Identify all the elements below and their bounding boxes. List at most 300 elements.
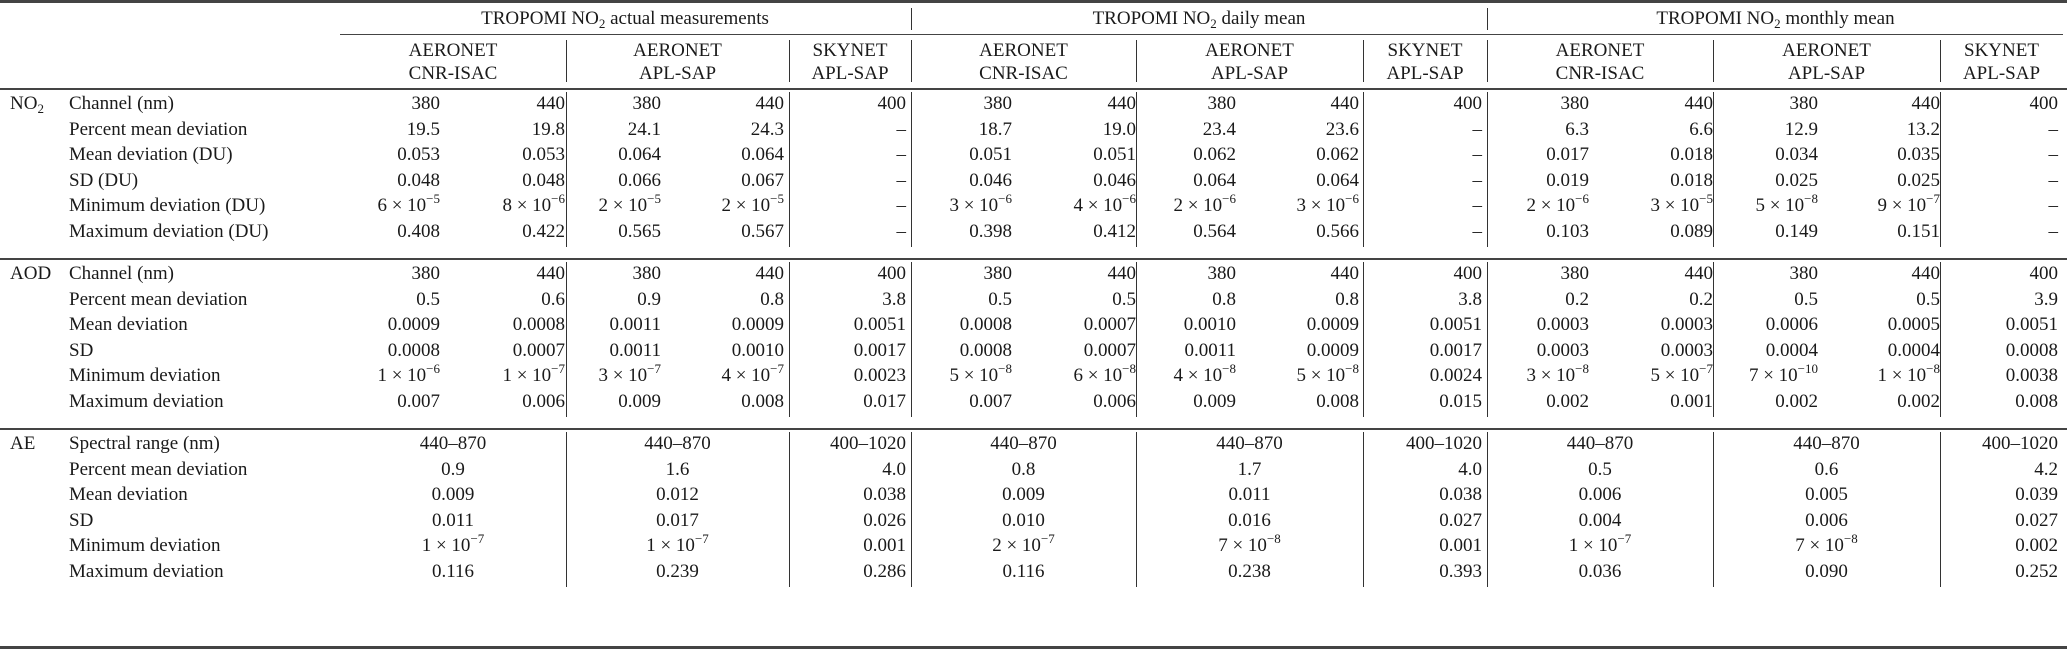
table-cell: 0.0004	[1765, 339, 1818, 361]
table-cell: 0.398	[969, 220, 1012, 242]
table-cell: 1.6	[665, 458, 690, 480]
table-cell: 440–870	[644, 433, 711, 454]
rule-line	[0, 258, 2067, 260]
column-separator	[1363, 92, 1364, 247]
table-cell: 0.018	[1670, 144, 1713, 165]
table-cell: 0.051	[1093, 144, 1136, 165]
column-separator	[566, 432, 567, 587]
table-cell: 0.089	[1670, 220, 1713, 242]
table-cell: 3.9	[2034, 288, 2058, 310]
table-cell: 0.393	[1439, 560, 1482, 582]
table-cell: 380	[983, 93, 1012, 114]
table-cell: $5 \times 10^{-8}$	[1296, 361, 1359, 386]
table-cell: 0.025	[1897, 169, 1940, 191]
rule-line	[0, 646, 2067, 649]
table-cell: 380	[1560, 263, 1589, 284]
column-separator	[911, 92, 912, 247]
table-cell: 0.0003	[1536, 314, 1589, 335]
rule-line	[0, 428, 2067, 430]
row-label: SD (DU)	[69, 169, 139, 191]
column-separator	[1940, 262, 1941, 417]
table-cell: 380	[1789, 263, 1818, 284]
table-cell: 1.7	[1237, 458, 1262, 480]
table-cell: 12.9	[1784, 118, 1818, 140]
table-cell: 0.064	[1193, 169, 1236, 191]
row-label: Percent mean deviation	[69, 458, 248, 480]
table-cell: 440–870	[1566, 433, 1634, 454]
table-cell: –	[896, 169, 906, 191]
table-cell: 380	[1207, 93, 1236, 114]
sub-header-network: AERONET	[408, 40, 498, 61]
table-cell: 0.0008	[959, 339, 1012, 361]
table-cell: 0.9	[441, 458, 465, 480]
table-cell: –	[1472, 144, 1482, 165]
table-cell: 0.0051	[2005, 314, 2058, 335]
table-cell: 0.565	[618, 220, 661, 242]
table-cell: 0.8	[760, 288, 784, 310]
row-label: Minimum deviation	[69, 535, 221, 556]
table-cell: 400–1020	[1406, 433, 1482, 454]
table-cell: 0.151	[1897, 220, 1940, 242]
table-cell: 0.046	[1093, 169, 1136, 191]
table-cell: 0.026	[863, 509, 906, 531]
table-cell: 19.5	[406, 118, 440, 140]
column-separator	[1363, 262, 1364, 417]
table-cell: $1 \times 10^{-7}$	[646, 531, 709, 556]
table-cell: 0.025	[1775, 169, 1818, 191]
table-cell: 440	[1330, 263, 1359, 284]
column-separator	[789, 92, 790, 247]
table-cell: 0.0007	[1083, 314, 1136, 335]
table-cell: 0.5	[416, 288, 440, 310]
table-cell: 0.027	[2015, 509, 2058, 531]
column-separator	[1940, 92, 1941, 247]
table-cell: 380	[1207, 263, 1236, 284]
row-label: Maximum deviation	[69, 560, 224, 582]
table-cell: 0.034	[1775, 144, 1818, 165]
table-cell: 0.009	[618, 390, 661, 412]
table-cell: 440	[536, 263, 565, 284]
row-label: SD	[69, 509, 94, 531]
group-header-actual: TROPOMI $NO_2$ actual measurements	[481, 8, 769, 31]
column-separator	[789, 262, 790, 417]
table-cell: 0.001	[863, 535, 906, 556]
table-cell: 0.564	[1193, 220, 1236, 242]
table-cell: $1 \times 10^{-6}$	[377, 361, 440, 386]
table-cell: 0.0003	[1660, 314, 1713, 335]
table-cell: 440–870	[1216, 433, 1283, 454]
table-cell: 0.5	[1112, 288, 1136, 310]
table-cell: 4.0	[1458, 458, 1482, 480]
table-cell: 0.064	[741, 144, 784, 165]
table-cell: –	[896, 144, 906, 165]
table-cell: 0.002	[1775, 390, 1818, 412]
sub-header-site: APL-SAP	[1386, 63, 1464, 84]
column-separator	[1136, 432, 1137, 587]
table-cell: 0.002	[1897, 390, 1940, 412]
table-cell: 24.1	[627, 118, 661, 140]
table-cell: 0.008	[741, 390, 784, 412]
sub-header-site: APL-SAP	[811, 63, 889, 84]
column-separator	[1363, 432, 1364, 587]
column-separator	[1713, 92, 1714, 247]
table-cell: $2 \times 10^{-5}$	[598, 191, 661, 216]
table-cell: 0.0051	[853, 314, 906, 335]
row-label: Channel (nm)	[69, 263, 175, 284]
table-cell: 0.017	[656, 509, 699, 531]
sub-header-network: AERONET	[979, 40, 1068, 61]
table-cell: –	[2048, 220, 2058, 242]
table-cell: 0.0008	[959, 314, 1012, 335]
table-cell: 0.064	[618, 144, 661, 165]
table-cell: 3.8	[882, 288, 906, 310]
table-cell: 0.286	[863, 560, 906, 582]
table-cell: $6 \times 10^{-5}$	[377, 191, 440, 216]
table-cell: 440	[536, 93, 565, 114]
table-cell: 0.0006	[1765, 314, 1818, 335]
column-separator	[1487, 262, 1488, 417]
column-separator	[1940, 432, 1941, 587]
column-separator	[1136, 262, 1137, 417]
table-cell: 440	[755, 93, 784, 114]
sub-header-network: AERONET	[1555, 40, 1645, 61]
sub-header-network: AERONET	[1782, 40, 1871, 61]
table-cell: 440	[1330, 93, 1359, 114]
table-cell: 0.6	[541, 288, 565, 310]
table-cell: 0.0003	[1536, 339, 1589, 361]
table-cell: 0.002	[1546, 390, 1589, 412]
table-cell: 0.062	[1316, 144, 1359, 165]
table-cell: 440–870	[990, 433, 1057, 454]
table-cell: 0.6	[1814, 458, 1839, 480]
table-cell: 0.116	[431, 560, 475, 582]
table-cell: 380	[1560, 93, 1589, 114]
table-cell: $1 \times 10^{-7}$	[1568, 531, 1632, 556]
table-cell: 380	[983, 263, 1012, 284]
table-cell: 0.0011	[609, 314, 661, 335]
table-cell: $4 \times 10^{-6}$	[1073, 191, 1136, 216]
table-cell: 400–1020	[830, 433, 906, 454]
table-cell: 0.002	[2015, 535, 2058, 556]
table-cell: 0.009	[1002, 484, 1045, 505]
table-cell: –	[896, 220, 906, 242]
row-label: Minimum deviation (DU)	[69, 195, 266, 216]
table-cell: 0.007	[969, 390, 1012, 412]
table-cell: –	[1472, 169, 1482, 191]
table-cell: 0.412	[1093, 220, 1136, 242]
sub-header-network: AERONET	[1205, 40, 1294, 61]
table-cell: –	[2048, 144, 2058, 165]
table-cell: 0.116	[1002, 560, 1045, 582]
table-cell: 0.019	[1546, 169, 1589, 191]
table-cell: 440–870	[1793, 433, 1860, 454]
table-cell: 0.0003	[1660, 339, 1713, 361]
table-cell: $3 \times 10^{-5}$	[1650, 191, 1713, 216]
table-cell: 0.0004	[1887, 339, 1940, 361]
table-cell: 0.238	[1228, 560, 1271, 582]
section-label: $NO_2$	[10, 93, 44, 116]
table-cell: $4 \times 10^{-8}$	[1173, 361, 1236, 386]
table-cell: $3 \times 10^{-6}$	[1296, 191, 1359, 216]
row-label: Mean deviation (DU)	[69, 144, 233, 165]
column-separator	[1713, 432, 1714, 587]
table-cell: $5 \times 10^{-8}$	[949, 361, 1012, 386]
table-cell: 400	[2029, 93, 2058, 114]
table-cell: 0.009	[1193, 390, 1236, 412]
table-cell: 24.3	[750, 118, 784, 140]
table-cell: –	[896, 195, 906, 216]
table-cell: 0.408	[397, 220, 440, 242]
table-cell: 0.0051	[1429, 314, 1482, 335]
table-cell: 0.8	[1212, 288, 1236, 310]
table-cell: 440	[1911, 93, 1940, 114]
table-cell: $4 \times 10^{-7}$	[721, 361, 784, 386]
sub-header-network: AERONET	[633, 40, 722, 61]
column-separator	[1487, 92, 1488, 247]
table-cell: $1 \times 10^{-7}$	[502, 361, 565, 386]
sub-header-site: APL-SAP	[1787, 63, 1866, 84]
table-cell: 0.008	[2015, 390, 2058, 412]
row-label: Channel (nm)	[69, 93, 175, 114]
table-cell: 0.422	[522, 220, 565, 242]
table-cell: 440	[1911, 263, 1940, 284]
table-cell: 0.0005	[1887, 314, 1940, 335]
table-cell: $7 \times 10^{-8}$	[1218, 531, 1281, 556]
sub-header-site: CNR-ISAC	[408, 63, 498, 84]
table-cell: 3.8	[1458, 288, 1482, 310]
table-cell: 0.0008	[387, 339, 440, 361]
table-cell: –	[1472, 220, 1482, 242]
table-cell: $5 \times 10^{-8}$	[1755, 191, 1818, 216]
table-cell: 0.0024	[1429, 365, 1482, 386]
table-cell: 0.048	[397, 169, 440, 191]
table-cell: 400	[1453, 263, 1482, 284]
table-cell: 0.067	[741, 169, 784, 191]
table-cell: $7 \times 10^{-10}$	[1748, 361, 1818, 386]
row-label: Minimum deviation	[69, 365, 221, 386]
sub-header-site: APL-SAP	[1210, 63, 1289, 84]
table-cell: 0.046	[969, 169, 1012, 191]
column-separator	[1136, 92, 1137, 247]
table-cell: 0.0023	[853, 365, 906, 386]
table-cell: 0.567	[741, 220, 784, 242]
table-cell: 400	[2029, 263, 2058, 284]
table-cell: 0.0008	[512, 314, 565, 335]
sub-header-site: CNR-ISAC	[1555, 63, 1645, 84]
table-cell: 0.0011	[1184, 339, 1236, 361]
table-cell: $1 \times 10^{-7}$	[421, 531, 485, 556]
table-cell: 0.007	[397, 390, 440, 412]
table-cell: 0.0010	[1183, 314, 1236, 335]
table-cell: 0.062	[1193, 144, 1236, 165]
table-cell: 0.048	[522, 169, 565, 191]
table-cell: 0.5	[988, 288, 1012, 310]
table-cell: 0.566	[1316, 220, 1359, 242]
table-cell: 0.006	[522, 390, 565, 412]
table-cell: 0.8	[1011, 458, 1036, 480]
table-cell: 0.038	[863, 484, 906, 505]
table-cell: 0.039	[2015, 484, 2058, 505]
table-cell: –	[1472, 118, 1482, 140]
row-label: Percent mean deviation	[69, 118, 248, 140]
table-cell: 0.053	[397, 144, 440, 165]
table-cell: 0.012	[656, 484, 699, 505]
table-cell: 0.018	[1670, 169, 1713, 191]
table-cell: 400	[877, 93, 906, 114]
table-cell: 13.2	[1906, 118, 1940, 140]
table-cell: 0.027	[1439, 509, 1482, 531]
table-cell: 0.004	[1578, 509, 1622, 531]
table-cell: 0.008	[1316, 390, 1359, 412]
table-cell: 0.239	[656, 560, 699, 582]
group-header-monthly: TROPOMI $NO_2$ monthly mean	[1656, 8, 1895, 31]
table-cell: 0.252	[2015, 560, 2058, 582]
row-label: SD	[69, 339, 94, 361]
table-cell: 0.5	[1794, 288, 1818, 310]
table-cell: 23.4	[1202, 118, 1236, 140]
table-cell: 0.0009	[1306, 314, 1359, 335]
table-cell: 0.0017	[853, 339, 906, 361]
table-cell: 0.2	[1565, 288, 1589, 310]
table-cell: –	[2048, 195, 2058, 216]
table-cell: $8 \times 10^{-6}$	[502, 191, 565, 216]
table-cell: 0.0009	[1306, 339, 1359, 361]
table-cell: 0.8	[1335, 288, 1359, 310]
column-separator	[566, 92, 567, 247]
table-cell: $9 \times 10^{-7}$	[1877, 191, 1940, 216]
column-separator	[911, 432, 912, 587]
row-label: Mean deviation	[69, 314, 188, 335]
table-cell: 0.051	[969, 144, 1012, 165]
table-cell: $2 \times 10^{-5}$	[721, 191, 784, 216]
table-cell: 0.5	[1588, 458, 1612, 480]
table-cell: 0.0007	[512, 339, 565, 361]
table-cell: 6.3	[1565, 118, 1589, 140]
table-cell: 0.2	[1689, 288, 1713, 310]
table-cell: 380	[1789, 93, 1818, 114]
sub-header-network: SKYNET	[1387, 40, 1463, 61]
table-cell: –	[1472, 195, 1482, 216]
table-cell: 380	[411, 263, 440, 284]
table-cell: 19.8	[531, 118, 565, 140]
table-cell: 440–870	[419, 433, 487, 454]
table-cell: 0.011	[431, 509, 475, 531]
table-cell: 0.006	[1578, 484, 1622, 505]
table-cell: 0.149	[1775, 220, 1818, 242]
table-cell: 0.006	[1805, 509, 1848, 531]
table-cell: 380	[632, 93, 661, 114]
table-cell: 0.017	[863, 390, 906, 412]
table-cell: $3 \times 10^{-7}$	[598, 361, 661, 386]
table-cell: 0.9	[637, 288, 661, 310]
table-cell: 0.053	[522, 144, 565, 165]
table-cell: 4.2	[2034, 458, 2058, 480]
table-cell: 400	[877, 263, 906, 284]
table-cell: –	[896, 118, 906, 140]
table-cell: 0.038	[1439, 484, 1482, 505]
section-label: AOD	[10, 263, 52, 284]
sub-header-network: SKYNET	[1964, 40, 2039, 61]
rule-line	[340, 34, 2063, 35]
row-label: Spectral range (nm)	[69, 433, 220, 454]
table-cell: $3 \times 10^{-6}$	[949, 191, 1012, 216]
table-cell: 0.011	[1228, 484, 1271, 505]
column-separator	[1487, 432, 1488, 587]
table-cell: 0.016	[1228, 509, 1271, 531]
table-cell: –	[2048, 169, 2058, 191]
table-cell: $2 \times 10^{-6}$	[1173, 191, 1236, 216]
table-cell: 440	[1107, 93, 1136, 114]
table-cell: 0.090	[1805, 560, 1848, 582]
table-cell: 0.0011	[609, 339, 661, 361]
table-cell: 400–1020	[1982, 433, 2058, 454]
table-cell: 440	[1684, 93, 1713, 114]
row-label: Mean deviation	[69, 484, 188, 505]
column-separator	[1487, 8, 1488, 30]
table-cell: 0.0009	[731, 314, 784, 335]
row-label: Percent mean deviation	[69, 288, 248, 310]
table-cell: 0.0038	[2005, 365, 2058, 386]
row-label: Maximum deviation	[69, 390, 224, 412]
sub-header-site: APL-SAP	[1962, 63, 2041, 84]
column-separator	[911, 8, 912, 30]
table-cell: 380	[411, 93, 440, 114]
sub-header-site: CNR-ISAC	[979, 63, 1068, 84]
table-cell: 440	[1684, 263, 1713, 284]
table-cell: –	[2048, 118, 2058, 140]
sub-header-network: SKYNET	[812, 40, 888, 61]
table-cell: 0.035	[1897, 144, 1940, 165]
table-cell: $1 \times 10^{-8}$	[1877, 361, 1940, 386]
table-cell: $2 \times 10^{-6}$	[1526, 191, 1589, 216]
table-cell: $7 \times 10^{-8}$	[1795, 531, 1858, 556]
table-cell: 0.017	[1546, 144, 1589, 165]
table-cell: 0.0007	[1083, 339, 1136, 361]
sub-header-site: APL-SAP	[638, 63, 717, 84]
table-cell: 0.006	[1093, 390, 1136, 412]
table-cell: 0.010	[1002, 509, 1045, 531]
table-cell: $2 \times 10^{-7}$	[992, 531, 1055, 556]
table-cell: 380	[632, 263, 661, 284]
group-header-daily: TROPOMI $NO_2$ daily mean	[1092, 8, 1306, 31]
row-label: Maximum deviation (DU)	[69, 220, 269, 242]
table-cell: 0.0008	[2005, 339, 2058, 361]
table-cell: 0.066	[618, 169, 661, 191]
table-cell: 0.0009	[387, 314, 440, 335]
column-separator	[789, 432, 790, 587]
table-cell: $3 \times 10^{-8}$	[1526, 361, 1589, 386]
table-cell: $6 \times 10^{-8}$	[1073, 361, 1136, 386]
column-separator	[566, 262, 567, 417]
table-cell: 0.0010	[731, 339, 784, 361]
table-cell: 19.0	[1102, 118, 1136, 140]
table-cell: 0.036	[1578, 560, 1622, 582]
table-cell: 0.064	[1316, 169, 1359, 191]
table-cell: 400	[1453, 93, 1482, 114]
table-cell: 0.009	[431, 484, 475, 505]
table-cell: 0.001	[1670, 390, 1713, 412]
rule-line	[0, 0, 2067, 3]
table-cell: $5 \times 10^{-7}$	[1650, 361, 1713, 386]
table-cell: 0.015	[1439, 390, 1482, 412]
column-separator	[1713, 262, 1714, 417]
rule-line	[0, 88, 2067, 90]
table-cell: 18.7	[978, 118, 1012, 140]
table-cell: 6.6	[1689, 118, 1713, 140]
table-cell: 440	[755, 263, 784, 284]
column-separator	[911, 262, 912, 417]
table-cell: 23.6	[1325, 118, 1359, 140]
